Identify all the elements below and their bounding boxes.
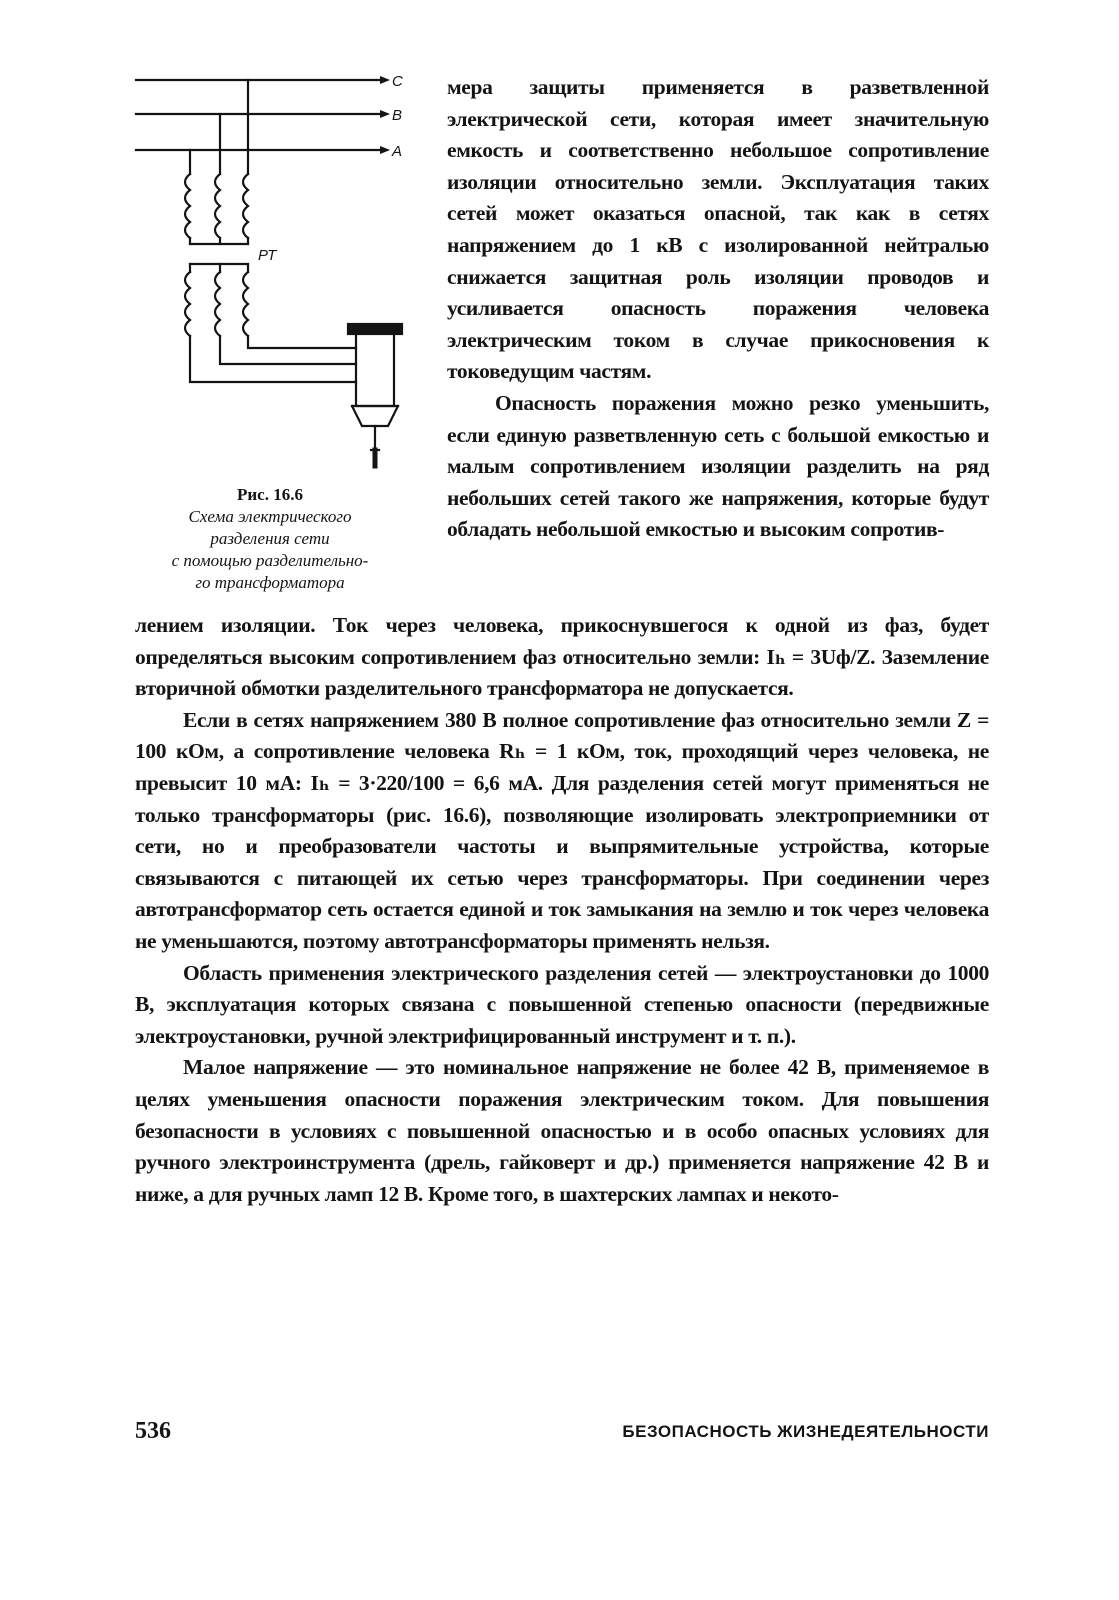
paragraph-rest: — это номинальное напряжение не более 42 В, применяемое в целях уменьшения опасности поражения электрическим током. Для повышения безопасности в условиях с повышенной опасностью и в особо опасных условиях для ручного электроинструмента (дрель, гайковерт и др.) применяется напряжение 42 В и ниже, а для ручных ламп 12 В. Кроме того, в шахтерских лампах и некото- xyxy=(135,1055,989,1206)
paragraph: лением изоляции. Ток через человека, прикоснувшегося к одной из фаз, будет определяться высоким сопротивлением фаз относительно земли: Iₕ = 3Uф/Z. Заземление вторичной обмотки разделительного трансформатора не допускается. xyxy=(135,613,989,701)
paragraph: Опасность поражения можно резко уменьшить, если единую разветвленную сеть с большой емкостью и малым сопротивлением изоляции разделить на ряд небольших сетей такого же напряжения, которые будут обладать небольшой емкостью и высоким сопротив- xyxy=(447,390,989,542)
tool-handle-cap xyxy=(348,324,402,334)
phase-label-a: A xyxy=(392,143,403,160)
figure-number: Рис. 16.6 xyxy=(237,485,303,504)
running-title: БЕЗОПАСНОСТЬ ЖИЗНЕДЕЯТЕЛЬНОСТИ xyxy=(622,1422,989,1441)
caption-line: с помощью разделительно- xyxy=(171,551,369,570)
page-number: 536 xyxy=(135,1418,171,1444)
phase-label-b: B xyxy=(392,107,403,124)
full-width-text xyxy=(135,610,989,1210)
paragraph xyxy=(135,1052,989,1210)
figure-16-6 xyxy=(130,66,420,606)
paragraph: мера защиты применяется в разветвленной электрической сети, которая имеет значительную емкость и соответственно небольшое сопротивление изоляции относительно земли. Эксплуатация таких сетей может оказаться опасной, так как в сетях напряжением до 1 кВ с изолированной нейтралью снижается защитная роль изоляции проводов и усиливается опасность поражения человека электрическим током в случае прикосновения к токоведущим частям. xyxy=(447,75,989,384)
caption-line: го трансформатора xyxy=(195,573,345,592)
tool-body xyxy=(356,334,394,406)
transformer-label: РТ xyxy=(258,247,277,264)
paragraph: Если в сетях напряжением 380 В полное сопротивление фаз относительно земли Z = 100 кОм, а сопротивление человека Rₕ = 1 кОм, ток, проходящий через человека, не превысит 10 мА: Iₕ = 3·220/100 = 6,6 мА. Для разделения сетей могут применяться не только трансформаторы (рис. 16.6), позволяющие изолировать электроприемники от сети, но и преобразователи частоты и выпрямительные устройства, которые связываются с питающей их сетью через трансформаторы. При соединении через автотрансформатор сеть остается единой и ток замыкания на землю и ток через человека не уменьшаются, поэтому автотрансформаторы применять нельзя. xyxy=(135,707,989,953)
figure-caption xyxy=(130,484,410,594)
caption-line: Схема электрического xyxy=(188,507,352,526)
term-small-voltage: Малое напряжение xyxy=(183,1055,368,1080)
page-footer xyxy=(135,1418,989,1448)
phase-label-c: C xyxy=(392,73,403,90)
caption-line: разделения сети xyxy=(210,529,330,548)
paragraph: Область применения электрического разделения сетей — электроустановки до 1000 В, эксплуатация которых связана с повышенной степенью опасности (передвижные электроустановки, ручной электрифицированный инструмент и т. п.). xyxy=(135,960,989,1048)
right-column-text xyxy=(447,72,989,546)
transformer-diagram xyxy=(130,66,420,486)
